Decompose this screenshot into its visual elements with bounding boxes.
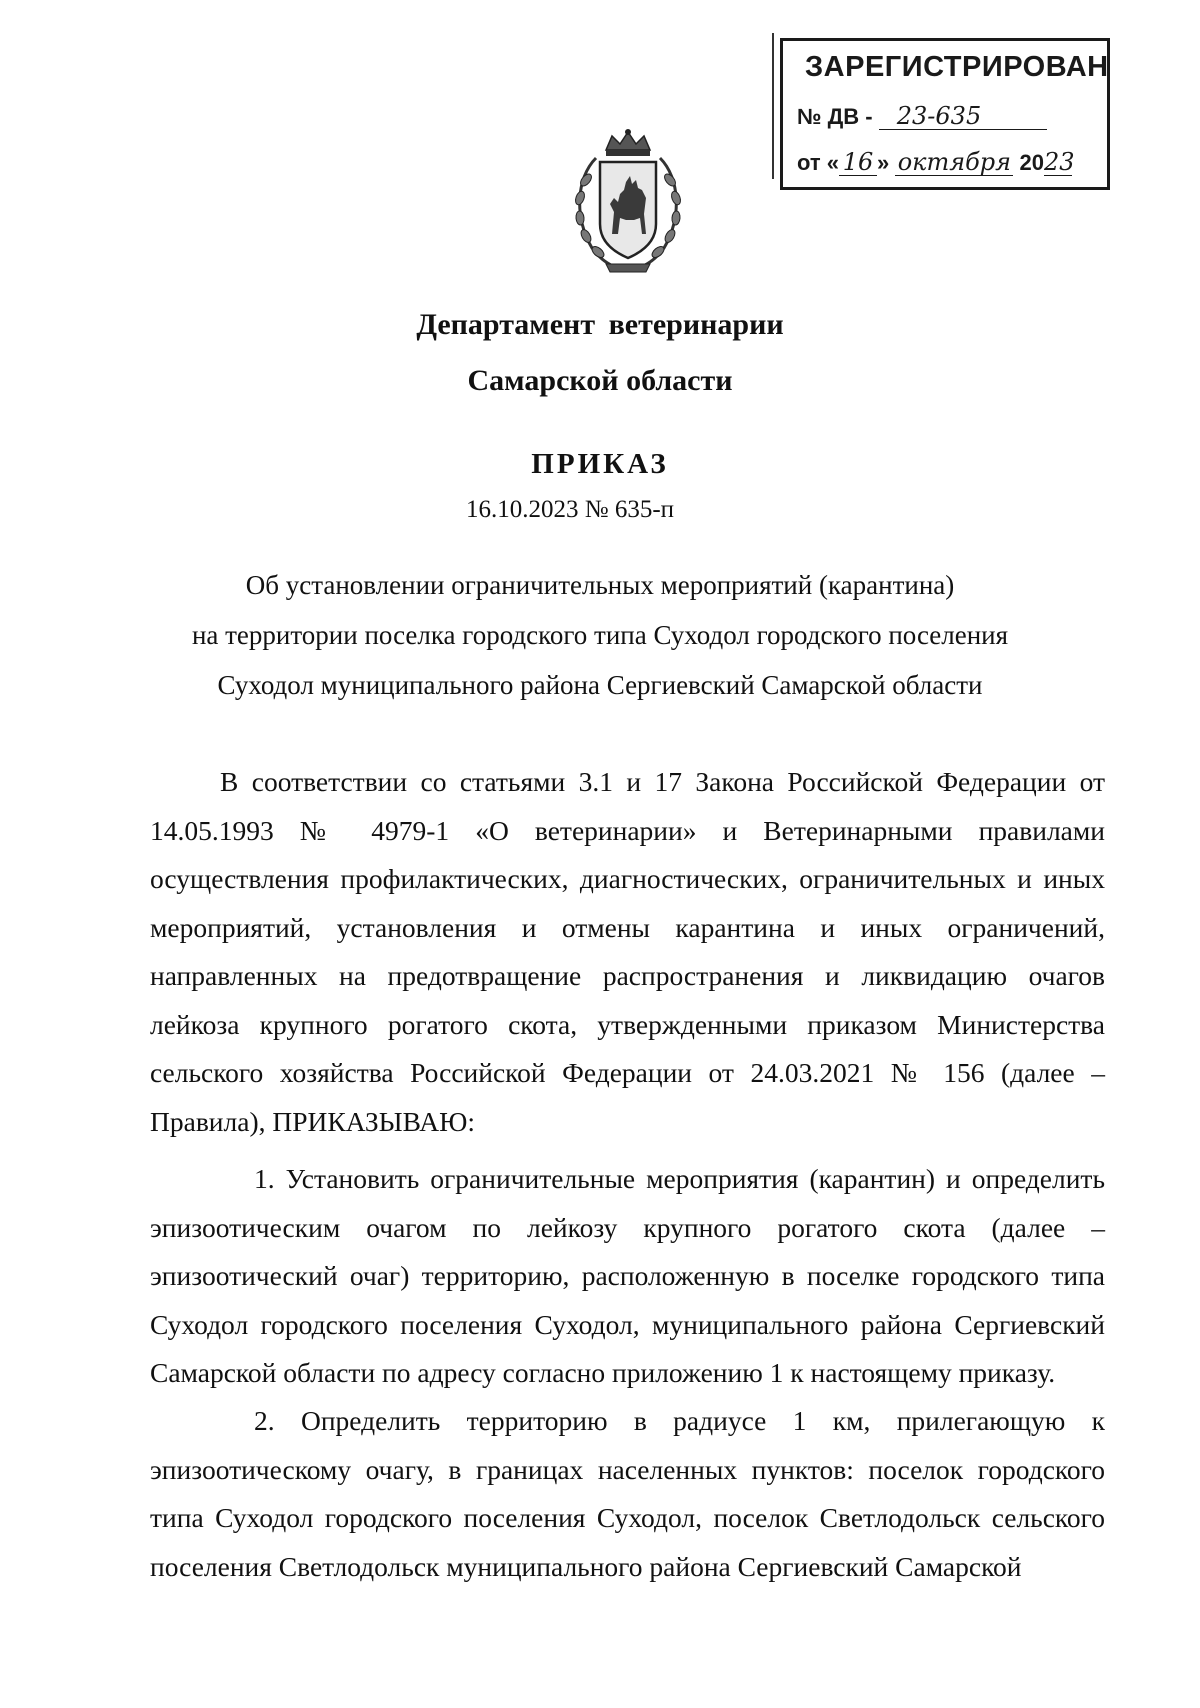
samara-coat-of-arms-icon — [566, 128, 690, 276]
stamp-number-prefix: № ДВ - — [797, 104, 873, 129]
stamp-date-prefix: от « — [797, 150, 840, 175]
department-title: Департамент ветеринарии — [416, 308, 784, 341]
stamp-date-row — [797, 148, 1075, 176]
subject-line-3: Суходол муниципального района Сергиевский Самарской области — [217, 670, 983, 700]
document-number: 16.10.2023 № 635-п — [466, 496, 675, 523]
stamp-shadow-line — [772, 33, 780, 179]
registration-stamp — [780, 38, 1110, 190]
clause-1-paragraph: 1. Установить ограничительные мероприятия (карантин) и определить эпизоотическим очагом по лейкозу крупного рогатого скота (далее – эпизоотический очаг) территорию, расположенную в поселке городского типа Суходол городского поселения Суходол, муниципального района Сергиевский Самарской области по адресу согласно приложению 1 к настоящему приказу. — [150, 1163, 1105, 1388]
stamp-year-prefix: 20 — [1019, 150, 1044, 175]
stamp-title: ЗАРЕГИСТРИРОВАН — [805, 51, 1109, 83]
stamp-number-row — [797, 103, 1047, 130]
stamp-day-handwritten: 16 — [839, 149, 877, 176]
order-subject — [150, 560, 1050, 710]
subject-line-1: Об установлении ограничительных мероприятий (карантина) — [245, 570, 955, 600]
stamp-year-handwritten: 23 — [1044, 148, 1075, 176]
subject-line-2: на территории поселка городского типа Суходол городского поселения — [191, 620, 1009, 650]
stamp-number-handwritten: 23-635 — [879, 103, 1047, 130]
document-type: ПРИКАЗ — [531, 448, 669, 480]
region-title: Самарской области — [467, 364, 733, 397]
stamp-date-mid: » — [877, 150, 890, 175]
stamp-month-handwritten: октября — [895, 149, 1013, 176]
clause-2-paragraph: 2. Определить территорию в радиусе 1 км, прилегающую к эпизоотическому очагу, в границах населенных пунктов: поселок городского типа Суходол городского поселения Суходол, поселок Светлодольск сельского поселения Светлодольск муниципального района Сергиевский Самарской — [150, 1405, 1105, 1582]
preamble-paragraph: В соответствии со статьями 3.1 и 17 Закона Российской Федерации от 14.05.1993 № 4979-1 «О ветеринарии» и Ветеринарными правилами осуществления профилактических, диагностических, ограничительных и иных мероприятий, установления и отмены карантина и иных ограничений, направленных на предотвращение распространения и ликвидацию очагов лейкоза крупного рогатого скота, утвержденными приказом Министерства сельского хозяйства Российской Федерации от 24.03.2021 № 156 (далее – Правила), ПРИКАЗЫВАЮ: — [150, 766, 1105, 1137]
